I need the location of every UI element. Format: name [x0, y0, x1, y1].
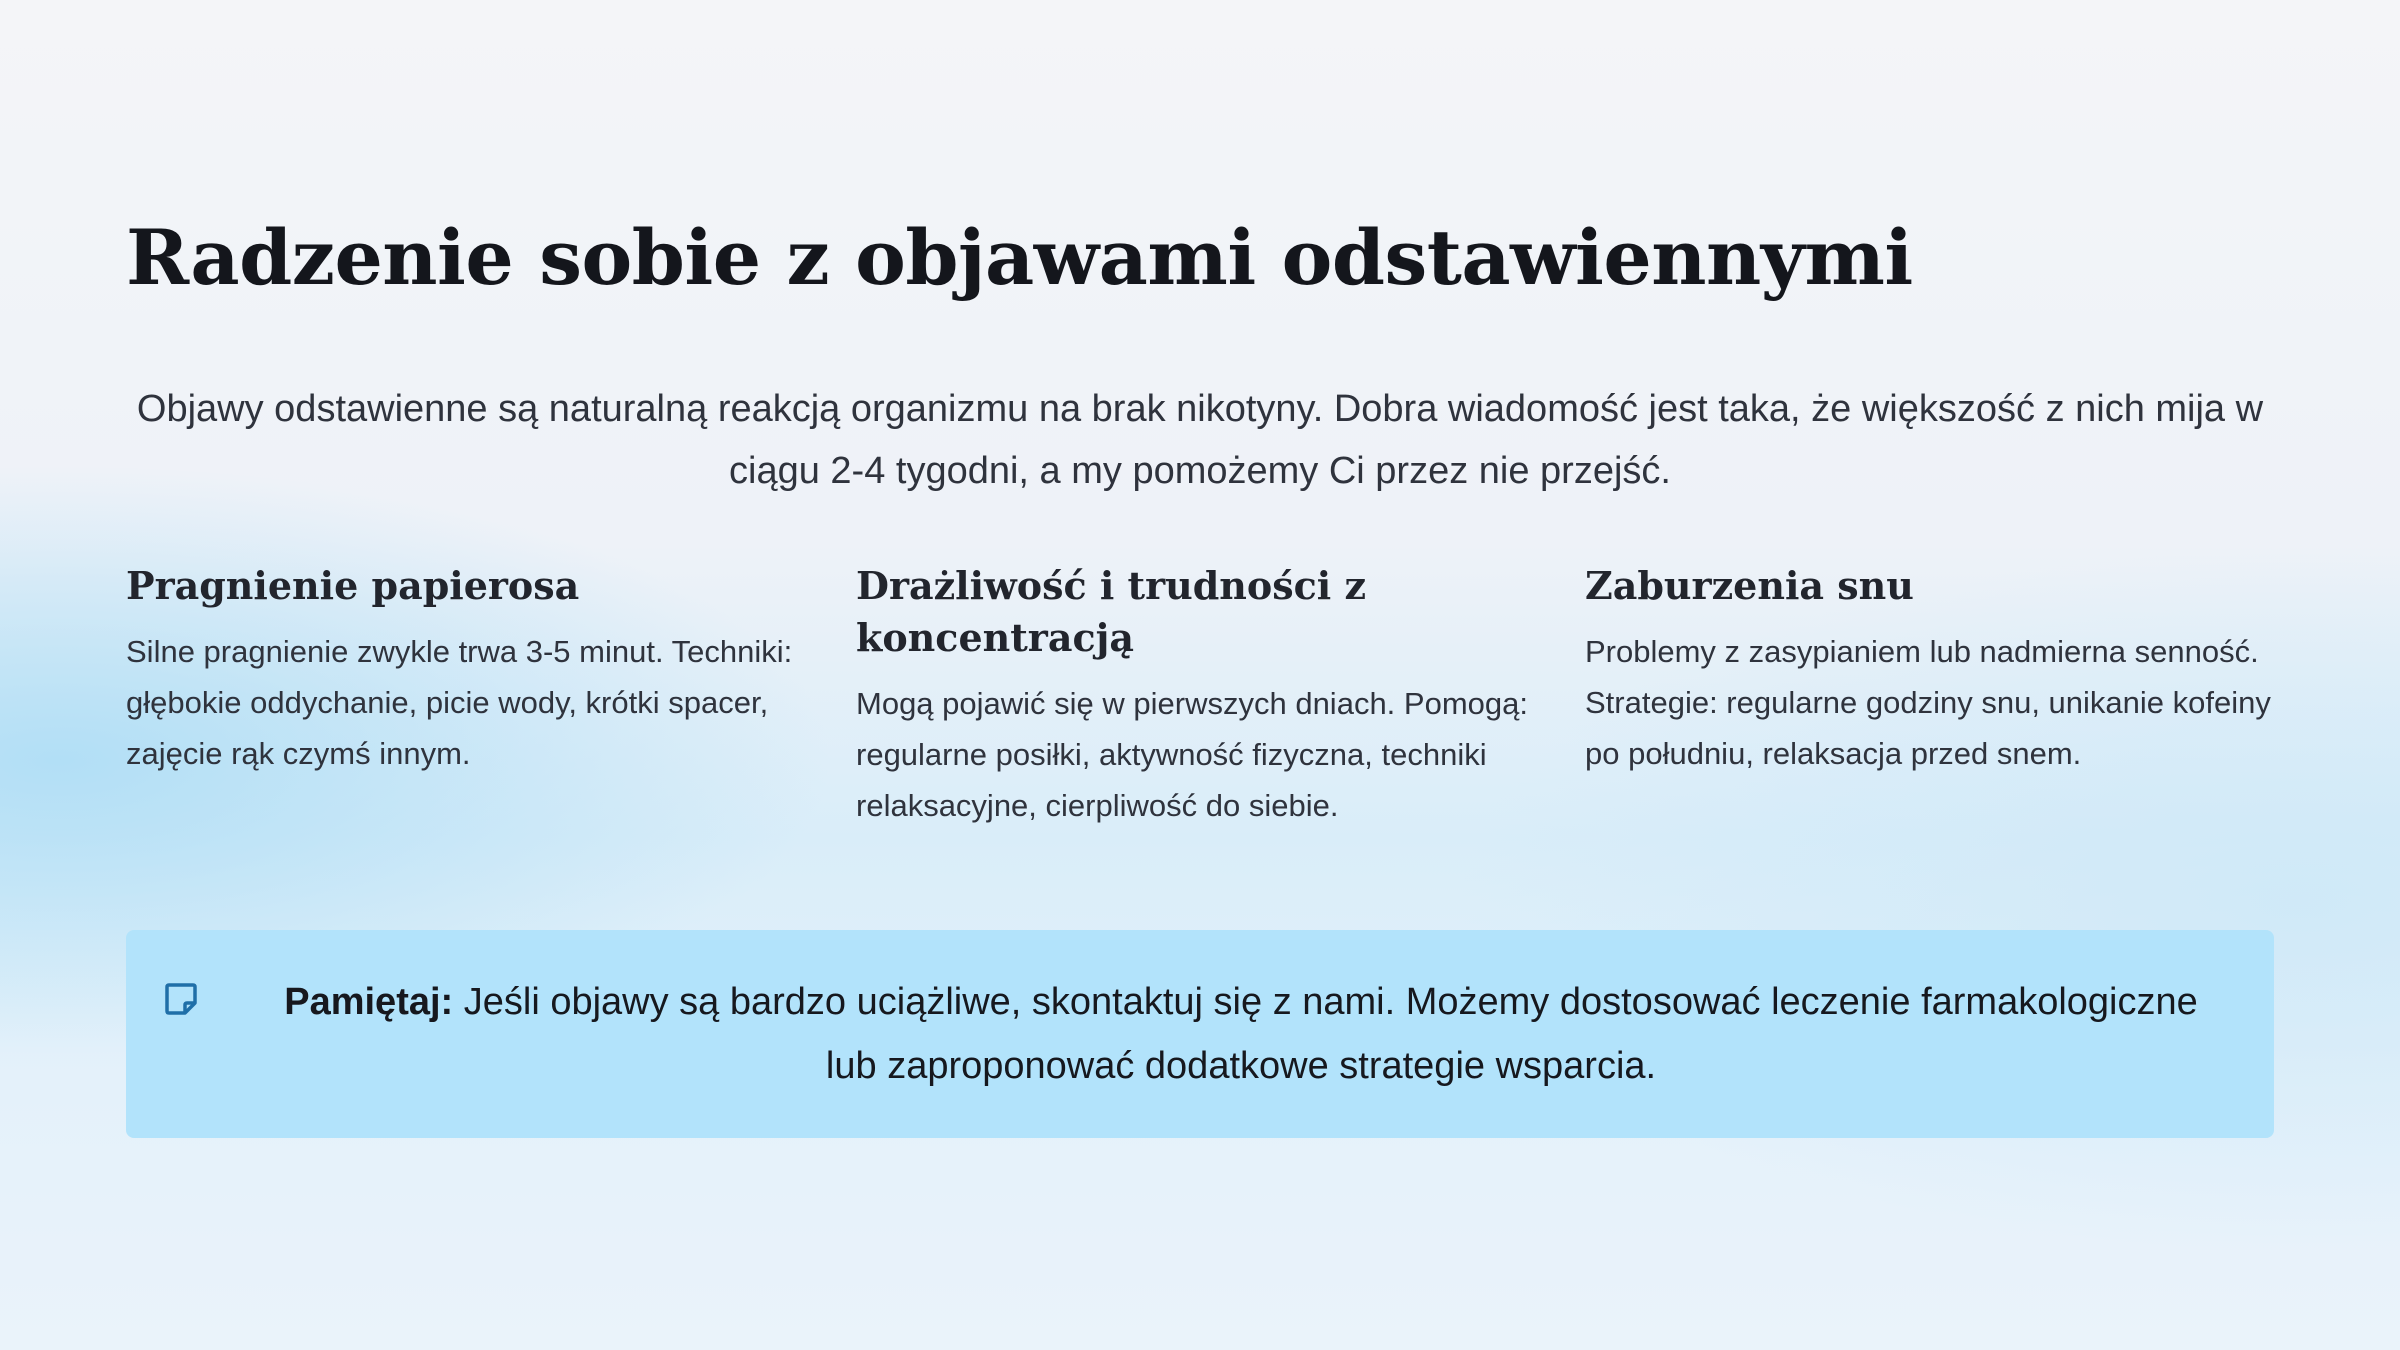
reminder-text [276, 970, 2206, 1098]
sticky-note-icon [162, 980, 200, 1018]
symptom-card-irritability [856, 560, 1546, 831]
reminder-body: Jeśli objawy są bardzo uciążliwe, skontaktuj się z nami. Możemy dostosować leczenie farmakologiczne lub zaproponować dodatkowe strategie wsparcia. [453, 981, 2198, 1087]
symptom-card-sleep [1585, 560, 2275, 779]
symptom-description: Mogą pojawić się w pierwszych dniach. Pomogą: regularne posiłki, aktywność fizyczna, techniki relaksacyjne, cierpliwość do siebie. [856, 686, 1528, 823]
symptom-description: Silne pragnienie zwykle trwa 3-5 minut. Techniki: głębokie oddychanie, picie wody, krótki spacer, zajęcie rąk czymś innym. [126, 634, 793, 771]
reminder-callout [126, 930, 2274, 1138]
symptom-heading: Pragnienie papierosa [126, 563, 580, 608]
symptom-heading: Zaburzenia snu [1585, 563, 1914, 608]
symptom-columns [126, 560, 2274, 900]
symptom-heading: Drażliwość i trudności z koncentracją [856, 563, 1367, 660]
reminder-label: Pamiętaj: [284, 981, 454, 1023]
intro-paragraph: Objawy odstawienne są naturalną reakcją organizmu na brak nikotyny. Dobra wiadomość jest taka, że większość z nich mija w ciągu 2-4 tygodni, a my pomożemy Ci przez nie przejść. [136, 388, 2264, 492]
symptom-description: Problemy z zasypianiem lub nadmierna senność. Strategie: regularne godziny snu, unikanie kofeiny po południu, relaksacja przed snem. [1585, 634, 2271, 771]
symptom-card-cravings [126, 560, 816, 779]
slide [126, 0, 2274, 1350]
slide-title: Radzenie sobie z objawami odstawiennymi [126, 213, 1913, 302]
